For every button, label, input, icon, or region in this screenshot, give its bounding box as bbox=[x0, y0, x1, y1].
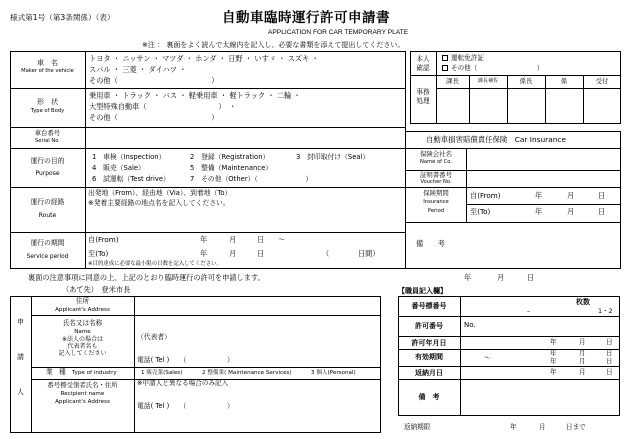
plate-count-label: 枚数 bbox=[576, 298, 590, 306]
declaration-text: 裏面の注意事項に同意の上、上記のとおり臨時運行の許可を申請します。 bbox=[28, 273, 265, 282]
return-date-year[interactable]: 年 bbox=[550, 368, 557, 376]
route-label: 運行の経路 bbox=[30, 198, 65, 206]
route-instructions-2: ※発着主要経路の地点名を記入してください。 bbox=[88, 199, 230, 207]
ins-period-label-en2: Period bbox=[427, 208, 445, 214]
permit-date-year[interactable]: 年 bbox=[550, 338, 557, 346]
return-date-label: 返納月日 bbox=[415, 369, 443, 377]
plate-count-value[interactable]: 1・2 bbox=[598, 307, 613, 315]
valid-from-month[interactable]: 月 bbox=[579, 349, 586, 357]
body-type-label: 形 状 bbox=[37, 98, 58, 106]
purpose-opt-2[interactable]: 2 登録（Registration） bbox=[190, 153, 270, 161]
ins-remarks-label: 備 考 bbox=[416, 239, 445, 248]
applicant-side-2: 請 bbox=[17, 353, 24, 361]
staff-section-title: 【職員記入欄】 bbox=[398, 287, 447, 295]
other-id-checkbox[interactable] bbox=[442, 65, 543, 73]
identity-check-label: 本人 確認 bbox=[416, 55, 430, 72]
purpose-opt-4[interactable]: 4 販売（Sale） bbox=[92, 164, 145, 172]
deadline-suffix: 日まで bbox=[566, 423, 586, 431]
period-note: ※目的達成に必要な最小限の日数を記入してください。 bbox=[88, 261, 222, 267]
declaration-month[interactable]: 月 bbox=[497, 273, 505, 282]
form-title: 自動車臨時運行許可申請書 bbox=[222, 10, 390, 26]
phone-field-1[interactable]: 電話( Tel ) （ ） bbox=[137, 356, 234, 364]
ins-to-label: 至(To) bbox=[470, 207, 491, 216]
industry-opt-2[interactable]: 2 整備業( Maintenance Services) bbox=[202, 370, 292, 376]
voucher-label: 証明書番号 bbox=[420, 171, 452, 179]
period-days[interactable]: （ 日間） bbox=[322, 249, 380, 258]
stamp-col-staff: 係 bbox=[560, 77, 568, 85]
insurer-field[interactable] bbox=[468, 150, 618, 168]
insurer-label-en: Name of Co. bbox=[420, 159, 452, 165]
applicant-side-3: 人 bbox=[17, 388, 24, 396]
plate-no-dash: – bbox=[527, 307, 531, 315]
insurance-title: 自動車損害賠償責任保険 Car Insurance bbox=[426, 135, 567, 144]
stamp-col-chief: 係長 bbox=[519, 77, 533, 85]
route-label-en: Route bbox=[38, 212, 57, 219]
stamp-col-section-chief: 課長 bbox=[446, 77, 459, 85]
address-field[interactable] bbox=[136, 298, 378, 313]
purpose-label-en: Purpose bbox=[35, 170, 60, 177]
period-from-year[interactable]: 年 bbox=[200, 235, 208, 244]
license-checkbox[interactable] bbox=[442, 55, 484, 63]
plate-no-label: 番号標番号 bbox=[411, 302, 447, 310]
address-label: 住所 bbox=[75, 297, 90, 305]
form-note: ※注 ： 裏面をよく読んで太線内を記入し、必要な書類を添えて提出してください。 bbox=[142, 41, 405, 49]
serial-number-field[interactable] bbox=[88, 129, 400, 146]
other-id-checkbox-label: その他（ ） bbox=[451, 64, 544, 72]
route-field[interactable] bbox=[88, 211, 400, 230]
period-label: 運行の期間 bbox=[30, 239, 65, 247]
ins-from-month[interactable]: 月 bbox=[567, 191, 575, 200]
stamp-col-deputy: 課長補佐 bbox=[477, 78, 499, 84]
maker-other[interactable]: その他（ ） bbox=[89, 76, 219, 85]
serial-label-en: Serial No. bbox=[35, 138, 60, 144]
permit-date-month[interactable]: 月 bbox=[579, 338, 586, 346]
body-other[interactable]: その他（ ） bbox=[89, 113, 219, 122]
address-label-en: Applicant's Address bbox=[55, 307, 110, 313]
period-label-en: Service period bbox=[26, 254, 69, 260]
recipient-label: 番号標受領者氏名・住所 bbox=[47, 381, 118, 389]
name-label-en: Name bbox=[74, 329, 91, 335]
purpose-opt-7[interactable]: 7 その他（Other）（ ） bbox=[190, 175, 313, 183]
body-type-label-en: Type of Body bbox=[30, 108, 65, 114]
maker-options-2[interactable]: スバル ・ 三菱 ・ ダイハツ ・ bbox=[89, 65, 187, 74]
ins-from-label: 自(From) bbox=[470, 191, 501, 200]
valid-tilde: 〜 bbox=[484, 354, 491, 362]
voucher-label-en: Voucher No. bbox=[420, 179, 452, 185]
representative-label: （代表者） bbox=[137, 333, 171, 341]
declaration-year[interactable]: 年 bbox=[464, 273, 472, 282]
form-number: 様式第1号（第3条関係）（表） bbox=[10, 13, 115, 22]
name-label: 氏名又は名称 bbox=[62, 319, 103, 327]
stamp-col-reception: 受付 bbox=[595, 77, 609, 85]
valid-from-year[interactable]: 年 bbox=[550, 349, 557, 357]
insurer-label: 保険会社名 bbox=[420, 150, 452, 158]
declaration-day[interactable]: 日 bbox=[527, 273, 535, 282]
ins-period-label-en1: Insurance bbox=[423, 199, 449, 205]
recipient-label-en2: Applicant's Address bbox=[55, 399, 110, 405]
form-title-en: APPLICATION FOR CAR TEMPORARY PLATE bbox=[268, 29, 409, 36]
route-instructions-1: 出発地（From）、経由地（Via）、到着地（To） bbox=[88, 189, 232, 197]
period-to-day[interactable]: 日 bbox=[257, 249, 265, 258]
recipient-note: ※申請人と異なる場合のみ記入 bbox=[137, 379, 229, 387]
valid-to-month[interactable]: 月 bbox=[579, 357, 586, 365]
valid-period-label: 有効期間 bbox=[415, 353, 443, 361]
ins-to-day[interactable]: 日 bbox=[598, 207, 606, 216]
ins-to-year[interactable]: 年 bbox=[535, 207, 543, 216]
ins-period-label: 保険期間 bbox=[423, 189, 449, 197]
industry-label: 業 種 bbox=[46, 368, 66, 376]
deadline-month[interactable]: 月 bbox=[539, 423, 546, 431]
period-to-label: 至(To) bbox=[88, 249, 109, 258]
checkbox-icon[interactable] bbox=[442, 65, 448, 71]
valid-from-day[interactable]: 日 bbox=[606, 349, 613, 357]
return-deadline-label: 返納期限 bbox=[404, 423, 431, 431]
permit-no-prefix[interactable]: No. bbox=[464, 321, 476, 329]
valid-to-day[interactable]: 日 bbox=[606, 357, 613, 365]
permit-date-day[interactable]: 日 bbox=[606, 338, 613, 346]
maker-label-en: Maker of the vehicle bbox=[21, 68, 74, 74]
period-from-month[interactable]: 月 bbox=[229, 235, 237, 244]
industry-label-en: Type of industry bbox=[72, 370, 117, 376]
valid-to-year[interactable]: 年 bbox=[550, 357, 557, 365]
checkbox-icon[interactable] bbox=[442, 55, 448, 61]
voucher-field[interactable] bbox=[468, 172, 618, 185]
industry-opt-1[interactable]: 1 販売業(Sales) bbox=[141, 370, 183, 376]
addressee: （あて先） 登米市長 bbox=[62, 285, 131, 294]
purpose-opt-1[interactable]: 1 車検（Inspection） bbox=[92, 153, 166, 161]
ins-to-month[interactable]: 月 bbox=[567, 207, 575, 216]
applicant-side-1: 申 bbox=[17, 318, 24, 326]
body-options-2[interactable]: 大型特殊自動車（ ） ・ bbox=[89, 102, 237, 111]
purpose-opt-6[interactable]: 6 試運転（Test drive） bbox=[92, 175, 170, 183]
return-date-month[interactable]: 月 bbox=[579, 368, 586, 376]
maker-options-1[interactable]: トヨタ ・ ニッサン ・ マツダ ・ ホンダ ・ 日野 ・ いすゞ ・ スズキ ・ bbox=[89, 54, 319, 63]
period-from-day[interactable]: 日 bbox=[257, 235, 265, 244]
period-to-year[interactable]: 年 bbox=[200, 249, 208, 258]
processing-label: 事務 処理 bbox=[416, 88, 430, 105]
permit-no-label: 許可番号 bbox=[415, 322, 443, 330]
body-options-1[interactable]: 乗用車 ・ トラック ・ バス ・ 軽乗用車 ・ 軽トラック ・ 二輪 ・ bbox=[89, 91, 301, 100]
period-from-label: 自(From) bbox=[88, 235, 119, 244]
purpose-label: 運行の目的 bbox=[30, 157, 65, 165]
license-checkbox-label: 運転免許証 bbox=[451, 54, 484, 62]
deadline-year[interactable]: 年 bbox=[510, 423, 517, 431]
permit-date-label: 許可年月日 bbox=[411, 339, 447, 347]
ins-from-year[interactable]: 年 bbox=[535, 191, 543, 200]
industry-opt-3[interactable]: 3 個人(Personal) bbox=[311, 370, 356, 376]
return-date-day[interactable]: 日 bbox=[606, 368, 613, 376]
staff-remarks-label: 備 考 bbox=[418, 393, 440, 401]
serial-label: 車台番号 bbox=[34, 129, 61, 137]
phone-field-2[interactable]: 電話( Tel ) （ ） bbox=[137, 402, 234, 410]
maker-label: 車 名 bbox=[37, 59, 58, 67]
name-note: ※法人の場合は 代表者名も 記入してください bbox=[58, 336, 107, 358]
recipient-label-en1: Recipient name bbox=[60, 391, 105, 397]
purpose-opt-5[interactable]: 5 整備（Maintenance） bbox=[190, 164, 273, 172]
period-to-month[interactable]: 月 bbox=[229, 249, 237, 258]
ins-from-day[interactable]: 日 bbox=[598, 191, 606, 200]
period-tilde: 〜 bbox=[278, 235, 286, 244]
purpose-opt-3[interactable]: 3 封印取付け（Seal） bbox=[296, 153, 370, 161]
